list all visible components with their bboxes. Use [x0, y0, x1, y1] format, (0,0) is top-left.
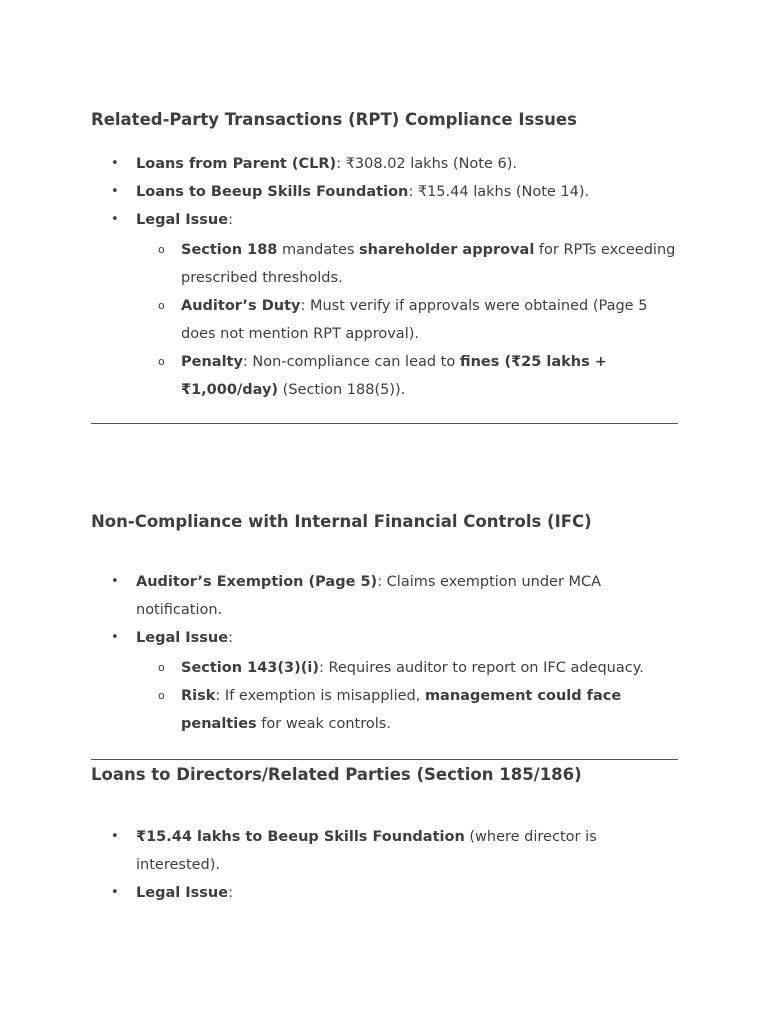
sub-text: : If exemption is misapplied, [215, 688, 425, 704]
list-item [91, 624, 678, 738]
sub-list-item [91, 348, 678, 404]
sub-strong: Section 188 [181, 242, 278, 258]
sub-bullet: o [158, 355, 165, 368]
item-text: (where director is interested). [136, 829, 597, 873]
sub-strong: Section 143(3)(i) [181, 660, 319, 676]
item-text: : [228, 630, 233, 646]
bullet: • [111, 885, 119, 900]
sub-text: mandates [277, 242, 360, 258]
sub-strong: fines (₹25 lakhs + ₹1,000/day) [181, 354, 607, 398]
bullet: • [111, 212, 119, 227]
sub-text: (Section 188(5)). [278, 382, 406, 398]
sub-strong: management could face penalties [181, 688, 622, 732]
sub-bullet: o [158, 243, 165, 256]
divider [91, 759, 678, 760]
sub-text: for weak controls. [256, 716, 391, 732]
ifc-list [91, 568, 678, 738]
sub-list-item [91, 236, 678, 292]
sub-list-item [91, 682, 678, 738]
item-text: : Claims exemption under MCA notification. [136, 574, 602, 618]
list-item [91, 150, 678, 178]
item-text: : [228, 212, 233, 228]
item-strong: Legal Issue [136, 885, 229, 901]
sub-text: : Non-compliance can lead to [242, 354, 460, 370]
sub-strong: Risk [181, 688, 216, 704]
item-text: : ₹15.44 lakhs (Note 14). [408, 184, 590, 200]
sub-text: : Must verify if approvals were obtained (Page 5 does not mention RPT approval). [181, 298, 648, 342]
loans-list [91, 823, 678, 907]
list-item [91, 879, 678, 907]
sub-text: : Requires auditor to report on IFC adequacy. [318, 660, 644, 676]
sub-strong: Penalty [181, 354, 243, 370]
bullet: • [111, 184, 119, 199]
sub-list-item [91, 654, 678, 682]
sub-text: for RPTs exceeding prescribed thresholds. [181, 242, 676, 286]
list-item [91, 823, 678, 879]
sub-bullet: o [158, 689, 165, 702]
bullet: • [111, 156, 119, 171]
sub-list-item [91, 292, 678, 348]
section-title-loans-directors: Loans to Directors/Related Parties (Section 185/186) [91, 765, 582, 784]
item-strong: Legal Issue [136, 630, 229, 646]
item-strong: Loans to Beeup Skills Foundation [136, 184, 409, 200]
sub-bullet: o [158, 299, 165, 312]
divider [91, 423, 678, 424]
item-text: : [228, 885, 233, 901]
item-strong: Auditor’s Exemption (Page 5) [136, 574, 378, 590]
item-strong: Legal Issue [136, 212, 229, 228]
rpt-list [91, 150, 678, 404]
list-item [91, 568, 678, 624]
sub-list [136, 236, 678, 404]
bullet: • [111, 829, 119, 844]
list-item [91, 206, 678, 404]
sub-strong: Auditor’s Duty [181, 298, 301, 314]
item-strong: Loans from Parent (CLR) [136, 156, 337, 172]
sub-list [136, 654, 678, 738]
bullet: • [111, 574, 119, 589]
item-text: : ₹308.02 lakhs (Note 6). [336, 156, 517, 172]
section-title-ifc: Non-Compliance with Internal Financial Controls (IFC) [91, 512, 592, 531]
list-item [91, 178, 678, 206]
sub-strong: shareholder approval [359, 242, 535, 258]
section-title-rpt: Related-Party Transactions (RPT) Compliance Issues [91, 110, 577, 129]
item-strong: ₹15.44 lakhs to Beeup Skills Foundation [136, 829, 465, 845]
bullet: • [111, 630, 119, 645]
sub-bullet: o [158, 661, 165, 674]
